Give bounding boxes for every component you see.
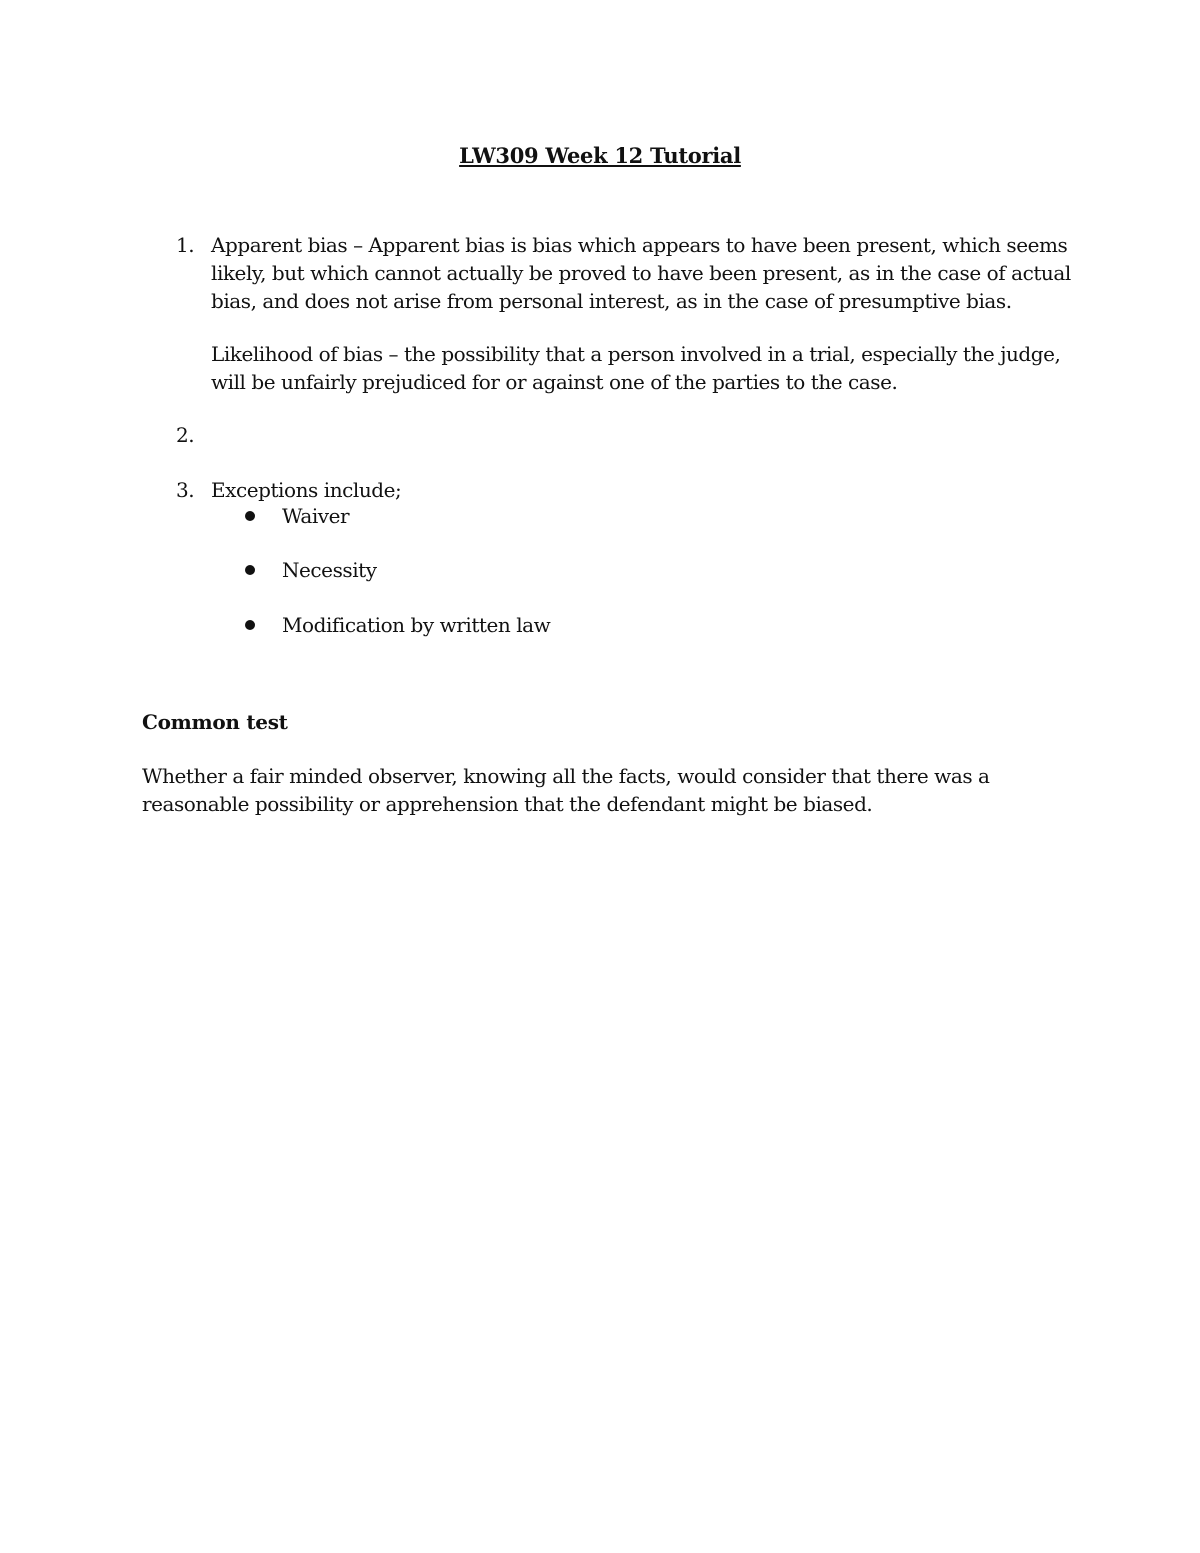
list-item-text xyxy=(211,231,1071,315)
list-item-1-paragraph-2 xyxy=(211,340,1071,396)
text-line: Whether a fair minded observer, knowing all the facts, would consider that there was a xyxy=(142,764,990,788)
text-line: will be unfairly prejudiced for or against one of the parties to the case. xyxy=(211,370,898,394)
bullet-dot-icon xyxy=(245,565,255,575)
text-line: Likelihood of bias – the possibility that a person involved in a trial, especially the judge, xyxy=(211,342,1061,366)
bullet-label: Waiver xyxy=(282,504,350,528)
bullet-dot-icon xyxy=(245,511,255,521)
section-paragraph xyxy=(142,762,1002,818)
list-item-text: Exceptions include; xyxy=(211,478,402,502)
section-heading: Common test xyxy=(142,710,288,734)
list-number: 2. xyxy=(176,423,195,447)
page-title: LW309 Week 12 Tutorial xyxy=(459,143,741,168)
list-number: 1. xyxy=(176,233,195,257)
text-line: reasonable possibility or apprehension that the defendant might be biased. xyxy=(142,792,873,816)
bullet-label: Necessity xyxy=(282,558,377,582)
list-number: 3. xyxy=(176,478,195,502)
text-line: bias, and does not arise from personal interest, as in the case of presumptive bias. xyxy=(211,289,1012,313)
bullet-dot-icon xyxy=(245,620,255,630)
text-line: likely, but which cannot actually be proved to have been present, as in the case of actual xyxy=(211,261,1071,285)
text-line: Apparent bias – Apparent bias is bias which appears to have been present, which seems xyxy=(211,233,1068,257)
bullet-label: Modification by written law xyxy=(282,613,551,637)
